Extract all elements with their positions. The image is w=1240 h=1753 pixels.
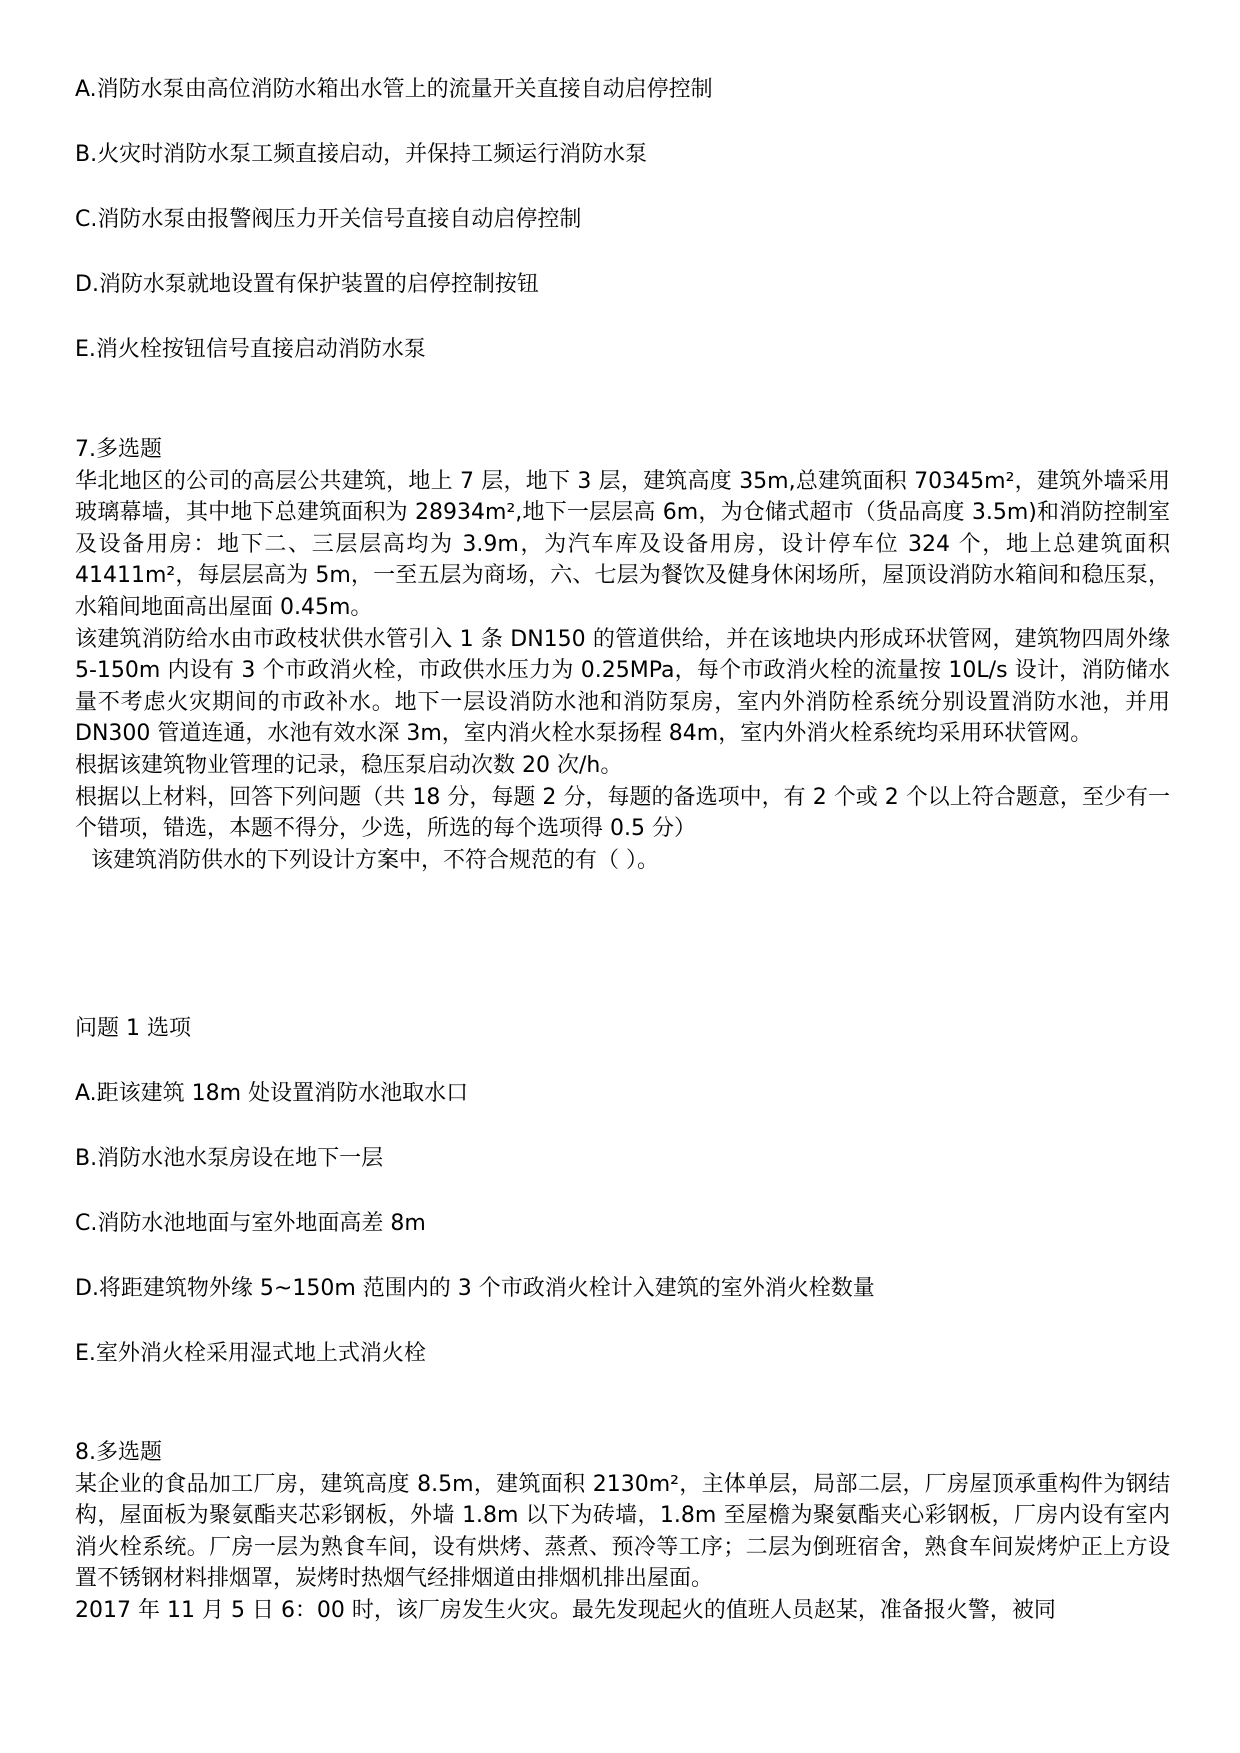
q7-option-b: B.消防水池水泵房设在地下一层 xyxy=(75,1146,384,1171)
question-8-paragraph-1: 某企业的食品加工厂房，建筑高度 8.5m，建筑面积 2130m²，主体单层，局部二层，厂房屋顶承重构件为钢结构，屋面板为聚氨酯夹芯彩钢板，外墙 1.8m 以下为砖墙，1.8m 至屋檐为聚氨酯夹心彩钢板，厂房内设有室内消火栓系统。厂房一层为熟食车间，设有烘烤、蒸煮、预冷等工序；二层为倒班宿舍，熟食车间炭烤炉正上方设置不锈钢材料排烟罩，炭烤时热烟气经排烟道由排烟机排出屋面。 xyxy=(75,1471,1170,1592)
question-7-heading: 7.多选题 xyxy=(75,437,162,462)
question-7-paragraph-4: 根据以上材料，回答下列问题（共 18 分，每题 2 分，每题的备选项中，有 2 个或 2 个以上符合题意，至少有一个错项，错选，本题不得分，少选，所选的每个选项得 0.5 分） xyxy=(75,784,1170,842)
q7-option-d: D.将距建筑物外缘 5~150m 范围内的 3 个市政消火栓计入建筑的室外消火栓数量 xyxy=(75,1276,875,1301)
question-7 xyxy=(75,434,1170,876)
q7-option-e: E.室外消火栓采用湿式地上式消火栓 xyxy=(75,1341,426,1366)
q6-option-a: A.消防水泵由高位消防水箱出水管上的流量开关直接自动启停控制 xyxy=(75,77,713,102)
question-7-stem: 该建筑消防供水的下列设计方案中，不符合规范的有（ ）。 xyxy=(91,847,659,873)
q6-option-d: D.消防水泵就地设置有保护装置的启停控制按钮 xyxy=(75,272,539,297)
q7-option-a: A.距该建筑 18m 处设置消防水池取水口 xyxy=(75,1081,469,1106)
question-8-heading: 8.多选题 xyxy=(75,1440,162,1465)
question-1-options-heading: 问题 1 选项 xyxy=(75,1016,191,1041)
q6-option-e: E.消火栓按钮信号直接启动消防水泵 xyxy=(75,337,426,362)
question-7-paragraph-2: 该建筑消防给水由市政枝状供水管引入 1 条 DN150 的管道供给，并在该地块内形成环状管网，建筑物四周外缘 5-150m 内设有 3 个市政消火栓，市政供水压力为 0.25MPa，每个市政消火栓的流量按 10L/s 设计，消防储水量不考虑火灾期间的市政补水。地下一层设消防水池和消防泵房，室内外消防栓系统分别设置消防水池，并用 DN300 管道连通，水池有效水深 3m，室内消火栓水泵扬程 84m，室内外消火栓系统均采用环状管网。 xyxy=(75,626,1170,747)
question-7-paragraph-3: 根据该建筑物业管理的记录，稳压泵启动次数 20 次/h。 xyxy=(75,752,623,778)
q7-option-c: C.消防水池地面与室外地面高差 8m xyxy=(75,1211,426,1236)
question-8 xyxy=(75,1437,1170,1627)
question-7-paragraph-1: 华北地区的公司的高层公共建筑，地上 7 层，地下 3 层，建筑高度 35m,总建筑面积 70345m²，建筑外墙采用玻璃幕墙，其中地下总建筑面积为 28934m²,地下一层层高 6m，为仓储式超市（货品高度 3.5m)和消防控制室及设备用房：地下二、三层层高均为 3.9m，为汽车库及设备用房，设计停车位 324 个，地上总建筑面积 41411m²，每层层高为 5m，一至五层为商场，六、七层为餐饮及健身休闲场所，屋顶设消防水箱间和稳压泵，水箱间地面高出屋面 0.45m。 xyxy=(75,468,1171,620)
question-8-paragraph-2: 2017 年 11 月 5 日 6：00 时，该厂房发生火灾。最先发现起火的值班人员赵某，准备报火警，被同 xyxy=(75,1597,1056,1623)
q6-option-b: B.火灾时消防水泵工频直接启动，并保持工频运行消防水泵 xyxy=(75,142,648,167)
q6-option-c: C.消防水泵由报警阀压力开关信号直接自动启停控制 xyxy=(75,207,582,232)
